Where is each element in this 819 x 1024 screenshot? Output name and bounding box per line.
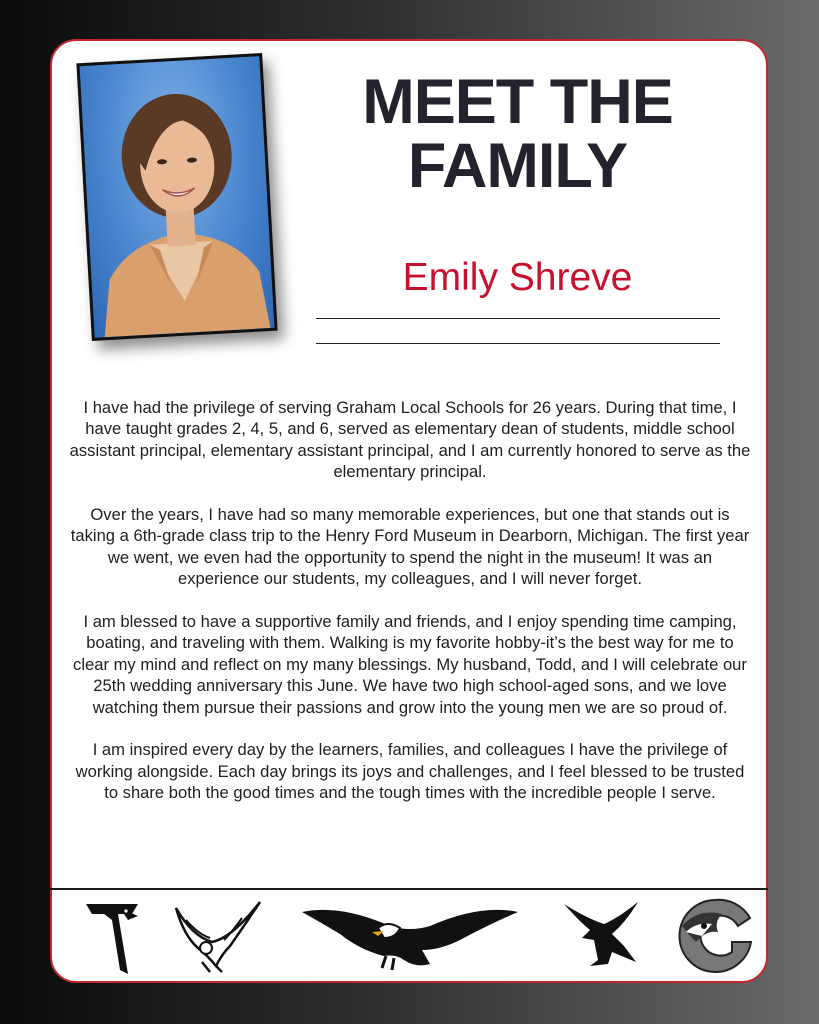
eagle-spread-wings-logo-icon [300, 898, 520, 974]
eagle-silhouette-logo-icon [560, 900, 640, 970]
bio-paragraph-3: I am blessed to have a supportive family and friends, and I enjoy spending time camping, boating, and traveling with them. Walking is my favorite hobby-it’s the best way for me to clear my mind and reflect on my many blessings. My husband, Todd, and I will celebrate our 25th wedding anniversary this June. We have two high school-aged sons, and we love watching them pursue their passions and grow into the young men we are so proud of. [73, 612, 747, 717]
person-name: Emily Shreve [402, 256, 633, 299]
bio-paragraph-4: I am inspired every day by the learners, families, and colleagues I have the privilege of working alongside. Each day brings its joys and challenges, and I feel blessed to be trusted to share both the good times and the tough times with the incredible people I serve. [75, 740, 745, 803]
falcon-head-g-logo-icon [672, 896, 758, 974]
portrait-photo [76, 53, 277, 341]
bio-paragraph-1: I have had the privilege of serving Graham Local Schools for 26 years. During that time, I have taught grades 2, 4, 5, and 6, served as elementary dean of students, middle school assistant principal, elementary assistant principal, and I am currently honored to serve as the elementary principal. [69, 398, 751, 482]
title-line-1: MEET THE [362, 67, 673, 137]
falcon-t-logo-icon [82, 900, 142, 978]
footer-divider [50, 888, 768, 890]
divider-line-2 [316, 343, 720, 344]
page-title [315, 67, 720, 201]
portrait-image [80, 56, 275, 338]
divider-line-1 [316, 318, 720, 319]
bio-paragraph-2: Over the years, I have had so many memorable experiences, but one that stands out is taking a 6th-grade class trip to the Henry Ford Museum in Dearborn, Michigan. The first year we went, we even had the opportunity to spend the night in the museum! It was an experience our students, my colleagues, and I will never forget. [70, 505, 750, 589]
logo-row [50, 892, 768, 978]
eagle-outline-logo-icon [172, 896, 264, 974]
title-line-2: FAMILY [407, 131, 628, 201]
biography [68, 397, 752, 825]
